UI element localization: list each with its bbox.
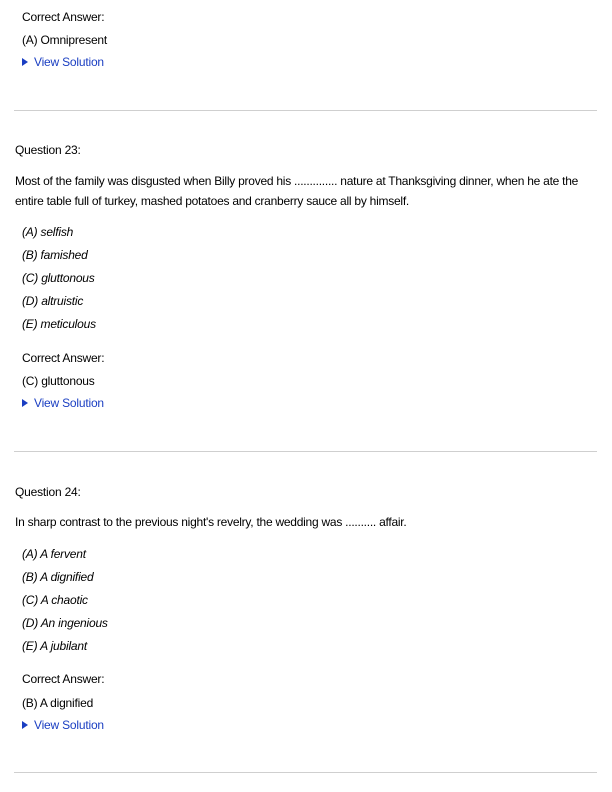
option-a[interactable]: (A) selfish <box>22 225 74 239</box>
question-text: In sharp contrast to the previous night's revelry, the wedding was .......... affair. <box>15 515 407 529</box>
option-c[interactable]: (C) gluttonous <box>22 271 95 285</box>
option-b[interactable]: (B) A dignified <box>22 570 94 584</box>
option-d[interactable]: (D) altruistic <box>22 294 84 308</box>
question-text: Most of the family was disgusted when Billy proved his .............. nature at Thanksgiving dinner, when he ate the entire table full of turkey, mashed potatoes and cranberry sauce all by himself. <box>15 174 579 208</box>
view-solution-toggle[interactable] <box>22 396 104 410</box>
correct-answer-value: (B) A dignified <box>22 696 94 710</box>
correct-answer-value: (C) gluttonous <box>22 374 95 388</box>
option-b[interactable]: (B) famished <box>22 248 88 262</box>
option-e[interactable]: (E) meticulous <box>22 317 96 331</box>
view-solution-toggle[interactable] <box>22 55 104 69</box>
option-d[interactable]: (D) An ingenious <box>22 616 108 630</box>
view-solution-label: View Solution <box>34 718 104 732</box>
option-c[interactable]: (C) A chaotic <box>22 593 88 607</box>
divider <box>14 451 597 452</box>
correct-answer-label: Correct Answer: <box>22 351 105 365</box>
view-solution-label: View Solution <box>34 55 104 69</box>
view-solution-label: View Solution <box>34 396 104 410</box>
correct-answer-label: Correct Answer: <box>22 10 105 24</box>
triangle-right-icon <box>22 399 28 407</box>
triangle-right-icon <box>22 721 28 729</box>
triangle-right-icon <box>22 58 28 66</box>
option-e[interactable]: (E) A jubilant <box>22 639 88 653</box>
divider <box>14 110 597 111</box>
correct-answer-label: Correct Answer: <box>22 672 105 686</box>
question-title: Question 24: <box>15 485 81 499</box>
option-a[interactable]: (A) A fervent <box>22 547 86 561</box>
view-solution-toggle[interactable] <box>22 718 104 732</box>
correct-answer-value: (A) Omnipresent <box>22 33 108 47</box>
divider <box>14 772 597 773</box>
question-title: Question 23: <box>15 143 81 157</box>
